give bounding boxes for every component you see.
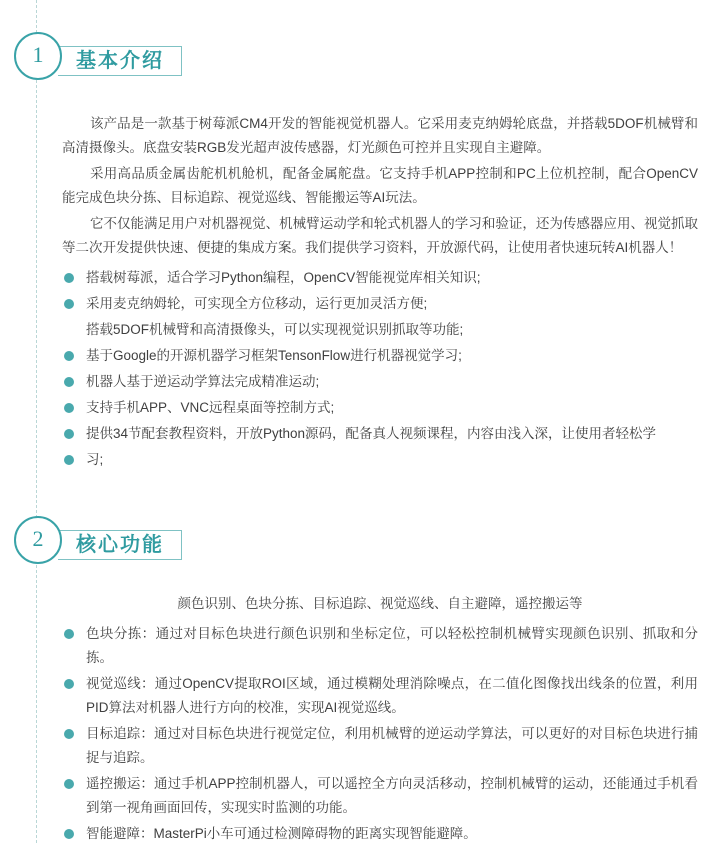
list-item (62, 396, 698, 420)
feature-label: 遥控搬运： (86, 776, 155, 791)
section-header-1 (0, 32, 722, 98)
section-title-1: 基本介绍 (76, 50, 164, 72)
paragraph: 该产品是一款基于树莓派CM4开发的智能视觉机器人。它采用麦克纳姆轮底盘，并搭载5DOF机械臂和高清摄像头。底盘安装RGB发光超声波传感器，灯光颜色可控并且实现自主避障。 (62, 116, 698, 155)
bullet-dot-icon (64, 629, 74, 639)
paragraph: 采用高品质金属齿舵机机舱机，配备金属舵盘。它支持手机APP控制和PC上位机控制，配合OpenCV能完成色块分拣、目标追踪、视觉巡线、智能搬运等AI玩法。 (62, 166, 698, 205)
feature-text: 通过对目标色块进行颜色识别和坐标定位，可以轻松控制机械臂实现颜色识别、抓取和分拣。 (86, 626, 698, 665)
feature-text: 通过OpenCV提取ROI区域，通过模糊处理消除噪点，在二值化图像找出线条的位置，利用PID算法对机器人进行方向的校准，实现AI视觉巡线。 (86, 676, 699, 715)
list-item (62, 318, 698, 342)
list-item (62, 672, 698, 720)
list-item (62, 266, 698, 290)
section-number-1: 1 (14, 32, 62, 80)
section-header-2 (0, 516, 722, 582)
bullet-dot-icon (64, 377, 74, 387)
list-item (62, 448, 698, 472)
list-item-text: 机器人基于逆运动学算法完成精准运动; (86, 374, 320, 389)
feature-label: 目标追踪： (86, 726, 155, 741)
bullet-dot-icon (64, 429, 74, 439)
list-item (62, 422, 698, 446)
list-item-text: 采用麦克纳姆轮，可实现全方位移动，运行更加灵活方便; (86, 296, 428, 311)
bullet-dot-icon (64, 729, 74, 739)
feature-label: 智能避障： (86, 826, 154, 841)
feature-text: 通过对目标色块进行视觉定位，利用机械臂的逆运动学算法，可以更好的对目标色块进行捕捉与追踪。 (86, 726, 699, 765)
list-item (62, 822, 698, 846)
core-function-summary: 颜色识别、色块分拣、目标追踪、视觉巡线、自主避障，遥控搬运等 (177, 596, 583, 611)
list-item (62, 292, 698, 316)
section-number-2: 2 (14, 516, 62, 564)
feature-text: 通过手机APP控制机器人，可以遥控全方向灵活移动，控制机械臂的运动，还能通过手机看到第一视角画面回传，实现实时监测的功能。 (86, 776, 699, 815)
bullet-dot-icon (64, 351, 74, 361)
feature-list-1 (62, 266, 698, 472)
list-item (62, 370, 698, 394)
feature-text: MasterPi小车可通过检测障碍物的距离实现智能避障。 (153, 826, 477, 841)
list-item-text: 习; (86, 452, 104, 467)
list-item-text: 支持手机APP、VNC远程桌面等控制方式; (86, 400, 335, 415)
list-item (62, 772, 698, 820)
list-item-text: 搭载树莓派，适合学习Python编程，OpenCV智能视觉库相关知识; (86, 270, 481, 285)
list-item (62, 622, 698, 670)
list-item-text: 基于Google的开源机器学习框架TensonFlow进行机器视觉学习; (86, 348, 462, 363)
feature-list-2 (62, 622, 698, 846)
bullet-dot-icon (64, 403, 74, 413)
bullet-dot-icon (64, 299, 74, 309)
list-item-text: 提供34节配套教程资料，开放Python源码，配备真人视频课程，内容由浅入深，让使用者轻松学 (86, 426, 657, 441)
section-body-2 (62, 592, 698, 848)
left-dashed-guide (36, 0, 37, 843)
paragraph: 它不仅能满足用户对机器视觉、机械臂运动学和轮式机器人的学习和验证，还为传感器应用、视觉抓取等二次开发提供快速、便捷的集成方案。我们提供学习资料，开放源代码，让使用者快速玩转AI机器人！ (62, 216, 698, 255)
list-item (62, 722, 698, 770)
bullet-dot-icon (64, 455, 74, 465)
bullet-dot-icon (64, 679, 74, 689)
bullet-dot-icon (64, 273, 74, 283)
section-body-1 (62, 112, 698, 474)
list-item (62, 344, 698, 368)
bullet-dot-icon (64, 779, 74, 789)
section-title-2: 核心功能 (76, 534, 164, 556)
feature-label: 色块分拣： (86, 626, 156, 641)
feature-label: 视觉巡线： (86, 676, 155, 691)
list-item-text: 搭载5DOF机械臂和高清摄像头，可以实现视觉识别抓取等功能; (86, 322, 464, 337)
bullet-dot-icon (64, 829, 74, 839)
